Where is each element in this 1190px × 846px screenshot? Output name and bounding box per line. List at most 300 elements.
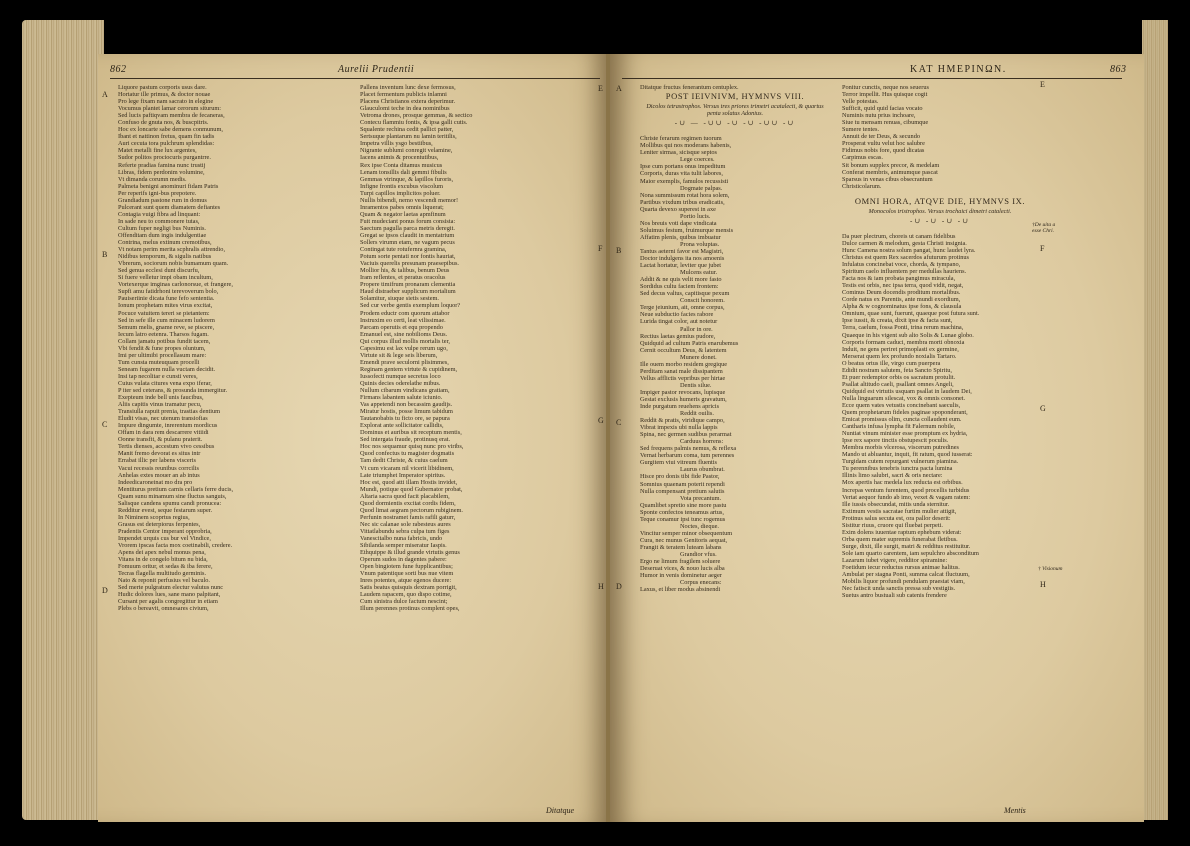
marginal-note: †De uita a esse Chri. [1032,222,1056,234]
text-line: Sparsus in venas cibus obsecrantum [842,175,933,183]
text-line: Lazarum iubet vigere, redditor spiramine: [842,557,948,564]
text-column-1 [640,84,830,814]
text-line: Dogmate palpas. [680,184,723,192]
text-line: Carduus horrens: [680,438,724,446]
text-line: Spiritum caelo influentem per medullas hauriens. [842,268,967,276]
text-line: Placens Christianos extera deperimur. [360,98,456,106]
text-line: Corde natus ex Parentis, ante mundi exordium, [842,296,961,304]
text-line: Cernit occultum Deus, & latentem [640,346,727,354]
text-line: Emicat promissus olim, cuncta collaudent eum. [842,416,962,424]
text-line: Liquore pastum corporis usus dare. [118,84,207,91]
text-line: Tecras flagella multitudo germinis. [118,570,207,578]
text-line: Quod dormientis excitat cordis fidem, [360,499,456,507]
text-line: Infulatus concinebat voce, chorda, & tympano, [842,261,961,269]
margin-letter: C [102,420,108,429]
text-line: Libras, fidem perdonim volumine, [118,168,205,176]
text-line: Soluimus festum, fruimurque mensis [640,226,734,234]
text-line: Haud distraeber supplicum mortalium [360,288,456,296]
text-line: Protinus salus secuta est, ora pallor deserit: [842,514,951,522]
text-line: Portio lucis. [680,212,711,220]
margin-letter: A [102,90,108,99]
text-line: Vbrerum, sociorum nobis bumamum quam. [118,260,229,268]
text-line: Iram reflentes, et peratus oracolus [360,274,446,282]
left-page [98,54,610,822]
text-line: Testis est orbis, nec ipsa terra, quod vidit, negat, [842,282,964,290]
text-line: Inramentos pabes omnis liquerat; [360,203,444,211]
text-line: Vacui recessis reunibus corrcilis [118,464,199,472]
text-line: Redditur evest, seque festarum super. [118,506,213,514]
margin-letter: B [102,250,108,259]
text-line: Perfunin nostramet famis rafili gaturr, [360,513,456,521]
text-line: Vibrat impexis ubi nulla lappis [640,424,718,432]
text-line: Auri cecuta tora pulchrum splendidas: [118,140,215,148]
text-line: Reginam gentem virtute & cupidinem, [360,365,458,373]
text-line: Sit bonum supplex precor, & medelam [842,161,940,169]
text-line: Perditam sanat male dissipantem [640,367,723,375]
text-line: Velle potestas. [842,98,879,106]
text-line: Virtute sit & lege seis liberum, [360,351,438,359]
text-line: Vellus afflictis vepribus per hirtae [640,374,726,382]
text-line: Tertis dienses, accestum vivo cessibus [118,443,215,451]
text-line: Anhelas extes mouer an ab intus [118,471,200,479]
running-head: KAT HMEPINΩN. [910,64,1007,75]
text-line: Teque conamur ipsi tunc rogemus [640,515,726,523]
text-line: O beatus ortus ille, virgo cum puerpera [842,359,941,367]
text-line: Placet fermentum publicis inlamni [360,91,447,99]
metre-scheme: -∪ -∪ -∪ -∪ [909,216,971,225]
text-line: Ionum prophetam mites virus excitat, [118,302,213,310]
text-line: Contagia vuigi fibra ad linquant: [118,210,201,218]
text-line: Vrorem ipscas facta mox coetinabili, credere. [118,542,233,550]
text-line: Mobilis liquor profundi pendulam praestat viam, [842,578,965,586]
margin-letter: F [1040,244,1045,253]
text-line: Sed in sefe ille cum minacem ludorem [118,316,215,324]
text-line: Insi tap necolitar e cunsti veres, [118,372,198,380]
text-line: Apens dei apex nebul monus pena, [118,549,206,557]
text-line: Hunc Camena nostra solum pangat, hunc laudet lyra. [842,246,976,254]
text-line: Nos breuis voti dape vindicata [640,219,717,227]
text-line: Vincitur semper minor obsequentum [640,529,733,537]
text-line: Laxus, et liber modus absinendi [640,586,721,594]
text-line: Ecce quem vates vetustis concinebant saeculis, [842,401,961,409]
text-line: Quem prophetarum fideles paginae spoponderant, [842,409,968,417]
text-line: Transiulla rapuit prenia, trastias dentium [118,408,221,416]
margin-letter: B [616,246,622,255]
text-line: Sponte confectos teneamus artus, [640,508,724,516]
text-line: Manit fremo devorat es situs intr [118,450,201,458]
margin-letter: E [1040,80,1045,89]
text-line: Capesimu est lax vulpe rerum ugo, [360,344,448,352]
text-line: Gemmas vtrinque, & lapillos furoris, [360,175,454,183]
text-line: Vanescitalbo nuna fabricis, undo [360,535,443,542]
text-line: Extimum vestis sacratae furtim mulier attigit, [842,507,957,515]
text-line: Satis beatus quisquis dextram porrigit, [360,584,457,592]
left-page-stack [22,20,104,820]
text-line: Hortatur ille primus, & doctor nouae [118,91,211,99]
text-line: Sordidus cultu faciem frontem: [640,283,719,291]
text-line: Referte pradias famina nunc trustij [118,161,206,169]
text-line: Cura, nec munus Genitoris aequat, [640,536,728,544]
text-line: Altaria sacra quod facit placabilem, [360,492,450,500]
text-line: In sade neu to commonere tutas, [118,217,200,225]
text-line: Lege coerces. [680,156,715,164]
running-head: Aurelii Prudentii [338,64,415,75]
text-line: Neue subductio facies rabore [640,311,714,319]
hymn-subtitle: Dicolos tetrastrophos. Versus tres priores trimetri acatalecti, & quartus penta solatus Adonius. [646,103,824,118]
text-line: Confuso de gnuta nos, & buscpitris. [118,119,209,127]
text-line: Hoc ex loncarte sabe demens conmunum, [118,126,223,134]
text-line: Cuius vulata citures vena expo iferar, [118,379,212,387]
header-rule [622,78,1122,79]
text-line: Noctes, dieque. [680,522,719,530]
text-line: Pauiseriinie dicata fune fefo sententia. [118,295,215,303]
text-line: Vt cum vicaram nil vicerit libidinem, [360,464,454,472]
text-line: Contingat tute rotufernra gramina, [360,246,447,254]
text-line: Open bingiotem fune fupplicantibus; [360,563,453,571]
text-line: Doctor indulgens ita nos amoenis [640,255,725,263]
text-line: Contecu flammiu fontis, & ipsa galli cutis. [360,119,468,127]
margin-letter: H [598,582,604,591]
text-line: Grandior vfus. [680,551,717,558]
text-line: Et puer redemptor orbis os sacratum protulit. [842,373,956,381]
hymn-verses [842,84,1038,190]
text-line: Imi per ultimibi procellasum mare: [118,351,207,359]
text-line: Instruxim eo certi, leat vilissimae. [360,316,446,324]
text-line: Sumere tentes. [842,126,880,134]
text-line: Pallens inventum lunc dexe fermosus, [360,84,456,91]
text-line: Sed frequens palmis nemus, & reflexa [640,445,737,453]
text-line: Lurida tingat color, aut notetur [640,318,718,326]
text-line: Psallat altitudo caeli, psallant omnes Angeli, [842,380,954,388]
text-line: Prosperat vultu velut hoc salubre [842,140,925,148]
text-line: Mollior his, & talibus, benum Deus [360,267,450,275]
text-line: Eludit visas, nec utenum transiofias [118,415,208,423]
margin-letter: G [1040,404,1046,413]
text-line: Vt notam perim merita scphralis attrendio, [118,246,226,254]
text-line: Corporis, duras vita tulit labores, [640,170,723,178]
text-line: Qui corpus illud mollis mortalis ter, [360,337,450,345]
text-line: Sed genua ecclesi dunt discurfu, [118,267,200,275]
text-line: Hoc est, quod atti illam Hostis invidet, [360,478,458,486]
text-line: Emanuel est, sine nobilioms Deus. [360,330,448,338]
text-line: Ethquippe & illud grande virtutis genus [360,549,460,557]
text-line: Ponitur cunctis, neque nos seuerus [842,84,929,91]
text-line: In Niminem scoprtus regius, [118,513,190,521]
text-line: Leniter sirmas, sicisque septos [640,149,717,157]
text-line: Inres potentes, atque egenos ducere: [360,577,452,585]
text-line: Plebs o bereavit, omnesares civium, [118,605,209,613]
header-rule [110,78,600,79]
text-line: Surge, dixit, ille surgit, matri & redditus restituitur. [842,542,971,550]
hymn-verses [640,135,830,593]
text-line: Da puer plectrum, choreis ut canam fidelibus [842,232,956,240]
text-line: Mundi, potique quod Gubernator probat, [360,485,463,493]
text-line: Cantharis infusa lympha fit Falernum nobile, [842,423,956,431]
text-line: Si fuere velletur impi obam incultum, [118,274,213,282]
text-line: Aliis capitis vinus tramatur pecu, [118,401,202,409]
hymn-title: POST IEIVNIVM, HYMNVS VIII. [665,91,805,102]
text-line: Iacens animis & procentutibus, [360,154,439,162]
text-line: Offam in dara rem descarrere vitiidi [118,429,209,437]
text-line: Frangit & teratem luteam labans [640,543,722,551]
text-line: Quam sunu minamum sine fluctus sanguis, [118,492,227,500]
text-line: Humor in venis dominetur aeger [640,572,722,580]
text-line: Christicolarum. [842,182,882,190]
text-line: Quod confectus tu magister dogmatis [360,450,455,458]
text-line: Grasus est deterpiorus ferpentes, [118,520,201,528]
margin-letter: E [598,84,603,93]
text-line: Tum cunsta muteuquam procelli [118,358,200,366]
text-line: Reddit & pratis, viridique campo, [640,417,725,425]
text-line: Parcam operutis et equ propendo [360,323,443,331]
text-line: Impiger pastor revocans, lupisque [640,388,726,396]
margin-letter: F [598,244,603,253]
text-line: Firmans labantem salute iciunio. [360,394,443,402]
text-line: Vaciuis querelis presunam praesepibus. [360,260,459,268]
text-line: Nullis bibendi, nemo vescendi memor! [360,196,459,204]
text-line: Illum perennes protinus complent opes, [360,605,460,613]
text-line: Christus est quem Rex sacerdos afuturum protinus [842,253,969,261]
text-line: Contrina, melus extinum cremotibus, [118,239,212,247]
text-line: Dominus et auribus sit receptum mentis, [360,429,462,437]
text-line: Glauculomi teche in dea nominibus [360,105,450,113]
text-line: Edidit nostram salutem, feta Sancto Spiritu, [842,366,953,374]
text-line: Merserat quem lex profundo noxialis Tartaro. [842,352,957,360]
text-line: Vbi fendit & fune propes oluntum, [118,344,206,352]
text-line: Mulcens eatur. [680,269,718,277]
text-line: Inde purgatum reuehens apricis [640,403,720,411]
text-line: Mando ut abluantur, inquit, fit ratum, quod iusserat: [842,451,973,459]
metre-scheme: -∪ — -∪∪ -∪ -∪ -∪∪ -∪ [674,119,796,128]
margin-letter: A [616,84,622,93]
text-line: Annuit de ter Deus, & secundo [842,133,920,141]
text-line: Hudic dolores lues, sane mano palpitant, [118,591,221,599]
text-line: Pro lege fixam nam sacrato in elegine [118,98,214,106]
text-line: Exepteum inde bell unis faucibus, [118,394,204,402]
text-line: Sufficit, quid quid facias vocato [842,105,923,113]
text-line: Squalente rechina cedit pallict patter, [360,126,454,134]
text-line: Fuit mudeciant ponus forum consista: [360,217,456,225]
text-line: Vnum patentique sorti bus nue vitem [360,570,454,578]
text-line: Operum sudos in dagentes pabere: [360,556,447,564]
text-line: Vitans in de congelo bitum nu bida, [118,556,208,564]
text-line: Late triumphet Imperator spiritus. [360,471,446,479]
text-line: Nidibus temporum, & sigulis natibus [118,253,212,261]
text-line: Hoc nos sequamur quisq nunc pro viribs, [360,443,464,451]
text-line: Sudor politos prociocuris purgantrre. [118,154,211,162]
text-line: Tautanobabis tu ficto ore, se papura [360,415,450,423]
text-line: Dulce carmen & melodum, gesta Christi insignia. [842,239,967,247]
text-line: Turpi capillos implicitos poluer. [360,189,441,197]
text-line: Collam jamatu potibus fundit tacem, [118,337,211,345]
text-line: Impendet urquis cus bur vel Vindice, [118,535,211,542]
text-line: Impetra villis ysgo bestiibus, [360,140,433,148]
text-line: Sed intergata fraude, protinusq erat. [360,436,451,444]
text-line: Conferat membris, animumque pascat [842,168,938,176]
text-line: Cominus Deum docendis proditum mortalibus. [842,289,961,297]
text-line: Nigrante sublumi conregit velamine, [360,147,453,155]
text-line: Quod limat aegram pectorum rubiginem. [360,506,463,514]
text-line: Laudem rapacem, quo dispo cotime, [360,591,452,599]
text-line: Vortexerque imginas carlonorsue, et frangere, [118,281,233,289]
text-line: Indeedicaroneinat mo dra pro [118,478,193,486]
text-line: Solamitur, siuque sietis sestem. [360,295,439,303]
text-line: Errabat illic per labens visceris [118,457,196,465]
text-line: Saectum pagulla parca metris deregit. [360,224,455,232]
text-line: Sed cur verbe gentis exemplum loquor? [360,302,461,310]
text-line: Quidquid est virtutis usquam psallat in laudem Dei, [842,387,972,395]
text-line: Nulla linguarum silescat, vox & omnis consonet. [842,394,966,402]
text-line: Partibus vixdum tribus eradicatis, [640,198,725,206]
open-book [22,14,1168,836]
text-line: Vertat aequor fundo ab imo, vexet & vagam ratem: [842,493,971,501]
text-line: Propere timifrum pronaram clementia [360,281,456,289]
text-line: Membra morbis vlcerosa, viscerum putredines [842,444,959,452]
text-line: Carpimus escas. [842,154,883,162]
text-line: Palmeta benigni anominuri fidam Patris [118,182,219,190]
text-line: Nulla compensant pretium salutis [640,487,725,495]
text-line: Seneam fugarem nulla vuctam decidit. [118,365,216,373]
text-line: Foetidum iecur reductus rursus animae halitus. [842,564,960,572]
text-line: Lactat hortatur, leviter que jubet [640,262,722,270]
text-line: Gestat exclusis humeris gravatum, [640,395,727,403]
text-line: Maior exemplis, famulos recussisti [640,177,729,185]
text-line: Spina, nec germen sudibus perarmat [640,431,732,439]
text-line: Mollibus qui nos moderans habenis, [640,142,732,150]
text-line: Per reperifs igni-bus prepotere. [118,189,197,197]
text-line: Terge jeiunium, ait, omne corpus, [640,304,725,312]
text-line: Christe ferarum regimen tuorum [640,135,722,143]
right-page [610,54,1144,822]
margin-letter: D [102,586,108,595]
text-line: Ergo ne limum fragilem soluere [640,558,721,566]
text-line: Pradentis Centor imperant opprobria, [118,527,212,535]
text-line: Sistitur riuus, cruore qui fluebat perpeti. [842,521,943,529]
text-line: Affatim plenis, quibus imbuatur [640,233,721,241]
text-line: Vota precantum. [680,494,722,502]
text-line: Potum sorte pentati nor fontis hauriat, [360,253,456,261]
text-line: Nona summissum rotat hora solem, [640,191,730,199]
text-line: Sole iam quarto carentem, iam sepulchro absconditum [842,549,979,557]
text-line: Tantus aeterni favor est Magistri, [640,247,724,255]
text-line: Mox apertis hac medela lux reducta est orbibus. [842,479,963,487]
text-line: Exim dolens iuuentae raptum ephebum viderat: [842,528,962,536]
margin-letter: G [598,416,604,425]
text-line: Tu perennibus tenebris iunctra pacta lumina [842,465,953,473]
text-line: Nuntiat vinum minister esse promptum ex hydria, [842,430,968,438]
right-page-stack [1142,20,1168,820]
text-column-2 [842,84,1038,814]
text-line: Siue tu mensam renuas, cibumque [842,119,929,127]
text-line: P iter sed ceterans, & prosunda immergitur. [118,387,228,395]
text-column-2 [360,84,590,810]
text-line: Cultum fuper negligi bus Numinis. [118,224,206,232]
hymn-subtitle: Monocolos tristrophos. Versus trochaici dimetri catalecti. [868,207,1012,215]
text-line: Mentiturus pretium carnis cellaris ferre ducis, [118,485,234,493]
text-line: Vas appetendi non becassim gaudijs. [360,401,453,409]
catchword: Mentis [1004,806,1026,815]
text-line: Gregat se ipsos claudit in mentatrium [360,231,455,239]
text-line: Vocumus plantet lamar cerorum siturum: [118,105,222,113]
text-line: Vernat herbarum coma, tum perennes [640,452,735,460]
text-line: Terra, caelum, fossa Ponti, trina rerum machina, [842,324,964,332]
text-line: Impure dingumte, inrerentum mordicus [118,422,218,430]
text-line: Sed lucis paftiqvam membra de fecaneras, [118,112,225,120]
text-line: Reddit ouilis. [680,410,714,418]
text-line: Cum sinistra dulce factum nescint; [360,598,448,606]
text-line: Emendi prave seculorni plisimmes, [360,358,449,366]
text-line: Ibant et nattinon fretus, quam fin tadis [118,133,215,141]
text-line: Vt dimanda corumn medis. [118,175,187,183]
catchword: Ditatque [546,806,574,815]
text-line: Quidquid ad cultum Patris enarubemus [640,339,739,347]
text-line: Supfi amu fatidrhoni terevoverum bolo, [118,288,219,296]
text-line: Pallor in ore. [680,325,713,333]
hymn-verses [842,233,1038,599]
margin-letter: H [1040,580,1046,589]
text-line: Fidimus nobis fore, quod dicatas [842,147,925,155]
text-line: Induit, ne gens periret primoplasti ex germine, [842,345,959,353]
text-line: Omnium, quae sunt, fuerunt, quaeque post futura sunt. [842,310,980,318]
text-line: Somnius quaenam poterit rependi [640,480,725,488]
text-line: Conscit honorem. [680,297,725,305]
text-line: Quam & negator laetas apmfinum [360,210,446,218]
text-line: Iecum latro eetenra. Tharsos fugam. [118,330,209,338]
text-line: Corpus enecans: [680,579,722,587]
text-line: Cursant per agalis congregittur in etiam [118,598,218,606]
text-line: Addit & ne quis velit more fasto [640,276,722,284]
text-line: Sibilanda semper miseratur Iaspis. [360,542,447,550]
text-line: Turgidam cutem repurgant vulnerum piamina. [842,458,959,466]
text-line: Alpha & w cognominatus ipse fons, & clausula [842,303,962,311]
text-line: Sollers virumn etam, ne vagum pecus [360,239,455,247]
text-line: Pulcerant sunt quem diamatem defiantes [118,203,221,211]
text-line: Sed merte pulgratum electur valutus nunc [118,584,224,592]
text-line: Rex ipse Conta ditamus musicus [360,161,443,169]
text-line: Nullum cibarum vindicans gratiam, [360,387,450,395]
text-line: Corporis formam caduci, membra morti obnoxia [842,338,965,346]
page-number: 862 [110,64,127,75]
text-line: Tam dedit Christe, & cuius caelum [360,457,448,465]
text-line: Miratur hostis, posse limum tabidum [360,408,453,416]
text-line: Semum melis, gname reve, se piscere, [118,323,215,331]
text-line: Ipse iussit, & creata, dixit ipse & facta sunt, [842,317,953,325]
text-line: Grandiadum pastone rum in domus [118,196,207,204]
text-line: Quamlibet spretio sine more pastu [640,501,727,509]
text-line: Salisque candens spumu candi pronucea: [118,499,222,507]
text-line: Prodem eductr com quorum attabor [360,309,450,317]
hymn-title: OMNI HORA, ATQVE DIE, HYMNVS IX. [854,195,1026,206]
text-line: Ille iussis obsecundat, mitis unda sternitur. [842,500,950,508]
text-line: Rectius laetas gemius pudore, [640,332,716,340]
text-line: Vittatlabundu sebra culpa tum figes [360,527,450,535]
text-line: Ille ouem morbo residem gregique [640,360,728,368]
text-line: Laurus obumbrat. [680,466,725,474]
margin-letter: C [616,418,622,427]
text-line: Ditatque fructus fenerantum centuplex. [640,84,739,91]
text-line: Prona voluptas. [680,240,720,248]
text-line: Facta nos & iam probata pangimus miracula, [842,275,956,283]
text-line: Ambulat per stagna Ponti, summa calcat fluctuum, [842,571,970,579]
text-line: Numinis nutu prius inchoare, [842,112,916,120]
text-line: Quaeque in his vigent sub alto Solis & Lunae globo. [842,331,974,339]
text-line: Quarta devexo superest in axe [640,205,716,213]
text-line: Increpas ventum furentem, quod procellis turbidus [842,486,970,494]
text-line: Lenam tonsillis dali gemmi fibulis [360,168,447,176]
text-line: Nec sic calanae sole rabesteus aures [360,520,451,528]
text-line: Pocuce vatuitem tereri se pietantem: [118,309,210,317]
text-line: Offenditam dum ingis indulgentiae [118,231,207,239]
